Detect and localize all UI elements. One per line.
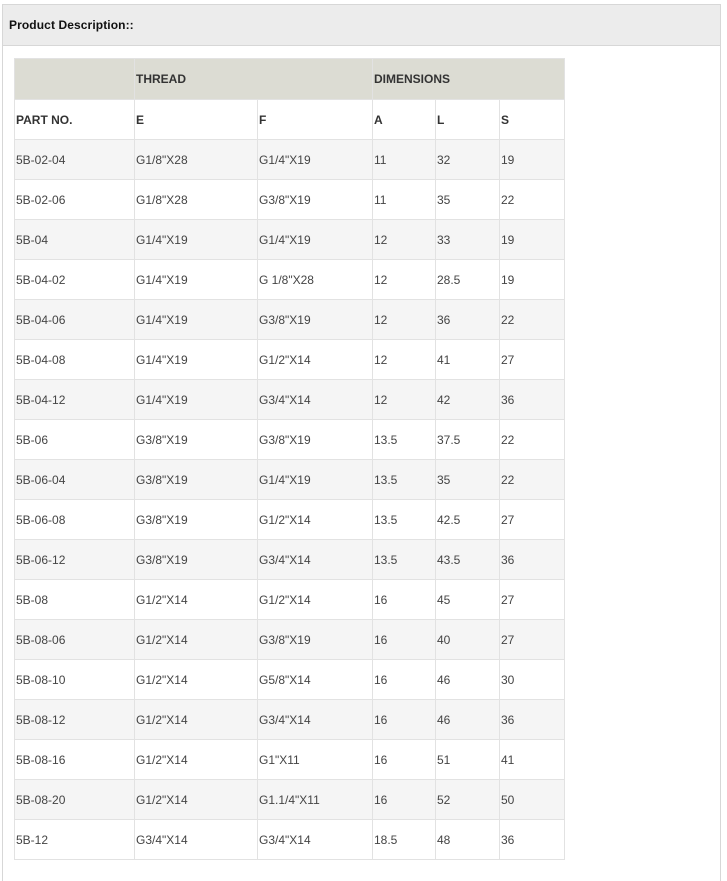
table-row [15, 220, 565, 260]
cell-f: G3/8"X19 [258, 180, 373, 220]
cell-s: 30 [500, 660, 565, 700]
cell-s: 19 [500, 260, 565, 300]
cell-f: G1/4"X19 [258, 460, 373, 500]
cell-l: 45 [436, 580, 500, 620]
cell-s: 22 [500, 420, 565, 460]
table-row [15, 340, 565, 380]
cell-f: G5/8"X14 [258, 660, 373, 700]
cell-e: G3/8"X19 [135, 500, 258, 540]
cell-part-no: 5B-06-04 [15, 460, 135, 500]
cell-e: G1/4"X19 [135, 300, 258, 340]
cell-a: 16 [373, 580, 436, 620]
cell-l: 35 [436, 180, 500, 220]
table-row [15, 700, 565, 740]
cell-part-no: 5B-08-10 [15, 660, 135, 700]
cell-s: 22 [500, 180, 565, 220]
cell-a: 12 [373, 300, 436, 340]
cell-e: G1/2"X14 [135, 660, 258, 700]
cell-part-no: 5B-06-08 [15, 500, 135, 540]
cell-e: G3/8"X19 [135, 540, 258, 580]
cell-f: G3/8"X19 [258, 300, 373, 340]
table-row [15, 580, 565, 620]
cell-a: 13.5 [373, 460, 436, 500]
table-row [15, 740, 565, 780]
cell-l: 42.5 [436, 500, 500, 540]
cell-l: 36 [436, 300, 500, 340]
cell-s: 36 [500, 820, 565, 860]
cell-part-no: 5B-08 [15, 580, 135, 620]
cell-a: 18.5 [373, 820, 436, 860]
cell-a: 13.5 [373, 420, 436, 460]
cell-s: 19 [500, 140, 565, 180]
cell-f: G3/4"X14 [258, 540, 373, 580]
panel-header [3, 5, 720, 46]
cell-part-no: 5B-08-06 [15, 620, 135, 660]
table-row [15, 820, 565, 860]
cell-s: 19 [500, 220, 565, 260]
column-header-f: F [258, 100, 373, 140]
cell-l: 51 [436, 740, 500, 780]
table-row [15, 660, 565, 700]
cell-f: G1/2"X14 [258, 340, 373, 380]
cell-e: G1/2"X14 [135, 620, 258, 660]
cell-l: 32 [436, 140, 500, 180]
cell-part-no: 5B-06 [15, 420, 135, 460]
cell-l: 33 [436, 220, 500, 260]
cell-f: G 1/8"X28 [258, 260, 373, 300]
cell-f: G3/4"X14 [258, 820, 373, 860]
table-row [15, 300, 565, 340]
cell-f: G3/8"X19 [258, 420, 373, 460]
cell-l: 46 [436, 660, 500, 700]
cell-part-no: 5B-08-20 [15, 780, 135, 820]
table-row [15, 540, 565, 580]
table-row [15, 500, 565, 540]
cell-e: G1/4"X19 [135, 380, 258, 420]
cell-part-no: 5B-02-04 [15, 140, 135, 180]
cell-part-no: 5B-08-16 [15, 740, 135, 780]
cell-s: 22 [500, 460, 565, 500]
cell-part-no: 5B-12 [15, 820, 135, 860]
cell-part-no: 5B-04-08 [15, 340, 135, 380]
cell-part-no: 5B-06-12 [15, 540, 135, 580]
table-row [15, 380, 565, 420]
cell-l: 41 [436, 340, 500, 380]
cell-l: 35 [436, 460, 500, 500]
cell-a: 13.5 [373, 540, 436, 580]
cell-s: 22 [500, 300, 565, 340]
cell-s: 27 [500, 580, 565, 620]
cell-e: G1/2"X14 [135, 780, 258, 820]
cell-part-no: 5B-04-12 [15, 380, 135, 420]
cell-e: G1/2"X14 [135, 740, 258, 780]
cell-part-no: 5B-04-02 [15, 260, 135, 300]
cell-a: 12 [373, 380, 436, 420]
group-header-row [15, 59, 565, 100]
spec-table [14, 58, 565, 860]
column-header-s: S [500, 100, 565, 140]
cell-s: 27 [500, 340, 565, 380]
cell-l: 40 [436, 620, 500, 660]
column-header-e: E [135, 100, 258, 140]
cell-part-no: 5B-08-12 [15, 700, 135, 740]
cell-a: 16 [373, 780, 436, 820]
column-header-part-no: PART NO. [15, 100, 135, 140]
cell-a: 16 [373, 620, 436, 660]
cell-part-no: 5B-04-06 [15, 300, 135, 340]
cell-f: G1.1/4"X11 [258, 780, 373, 820]
cell-part-no: 5B-04 [15, 220, 135, 260]
cell-f: G3/8"X19 [258, 620, 373, 660]
cell-f: G1"X11 [258, 740, 373, 780]
cell-l: 42 [436, 380, 500, 420]
cell-e: G3/8"X19 [135, 420, 258, 460]
cell-a: 13.5 [373, 500, 436, 540]
table-row [15, 140, 565, 180]
cell-l: 28.5 [436, 260, 500, 300]
cell-s: 27 [500, 620, 565, 660]
cell-s: 36 [500, 540, 565, 580]
cell-a: 12 [373, 260, 436, 300]
cell-f: G1/2"X14 [258, 500, 373, 540]
cell-a: 11 [373, 180, 436, 220]
cell-f: G1/2"X14 [258, 580, 373, 620]
cell-e: G1/2"X14 [135, 580, 258, 620]
group-header-dimensions: DIMENSIONS [373, 59, 565, 100]
cell-l: 48 [436, 820, 500, 860]
group-header-thread: THREAD [135, 59, 373, 100]
table-row [15, 460, 565, 500]
cell-e: G3/4"X14 [135, 820, 258, 860]
group-header-empty [15, 59, 135, 100]
cell-s: 50 [500, 780, 565, 820]
cell-e: G1/4"X19 [135, 260, 258, 300]
cell-f: G3/4"X14 [258, 380, 373, 420]
cell-a: 16 [373, 660, 436, 700]
cell-l: 52 [436, 780, 500, 820]
cell-e: G1/4"X19 [135, 340, 258, 380]
column-header-l: L [436, 100, 500, 140]
table-row [15, 180, 565, 220]
column-header-a: A [373, 100, 436, 140]
column-header-row [15, 100, 565, 140]
cell-e: G1/4"X19 [135, 220, 258, 260]
cell-s: 41 [500, 740, 565, 780]
cell-f: G1/4"X19 [258, 140, 373, 180]
table-row [15, 780, 565, 820]
table-body [15, 140, 565, 860]
panel-title: Product Description:: [9, 18, 134, 32]
table-row [15, 260, 565, 300]
cell-s: 36 [500, 700, 565, 740]
cell-f: G1/4"X19 [258, 220, 373, 260]
cell-s: 36 [500, 380, 565, 420]
cell-l: 46 [436, 700, 500, 740]
table-row [15, 620, 565, 660]
cell-s: 27 [500, 500, 565, 540]
cell-e: G1/8"X28 [135, 180, 258, 220]
cell-a: 16 [373, 700, 436, 740]
table-row [15, 420, 565, 460]
cell-e: G1/2"X14 [135, 700, 258, 740]
cell-l: 43.5 [436, 540, 500, 580]
cell-a: 12 [373, 340, 436, 380]
product-description-panel [2, 4, 721, 881]
cell-a: 12 [373, 220, 436, 260]
cell-a: 11 [373, 140, 436, 180]
cell-e: G3/8"X19 [135, 460, 258, 500]
cell-l: 37.5 [436, 420, 500, 460]
cell-e: G1/8"X28 [135, 140, 258, 180]
cell-a: 16 [373, 740, 436, 780]
cell-part-no: 5B-02-06 [15, 180, 135, 220]
cell-f: G3/4"X14 [258, 700, 373, 740]
